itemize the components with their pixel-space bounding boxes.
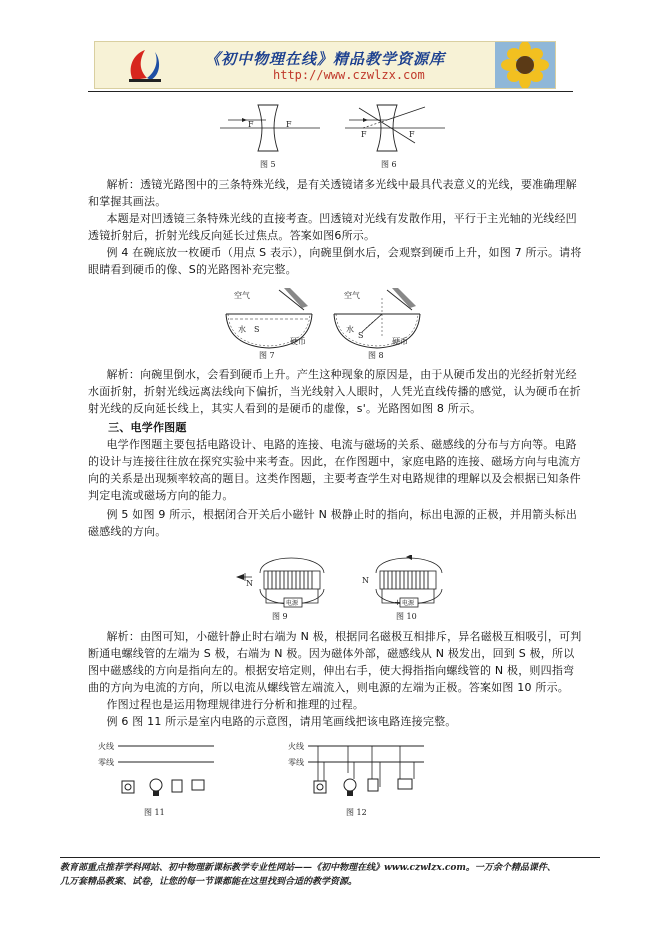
footer-line-2: 几万套精品教案、试卷，让您的每一节课都能在这里找到合适的教学资源。	[60, 877, 358, 887]
water-label-8: 水	[346, 325, 354, 334]
paragraph-8: 作图过程也是运用物理规律进行分析和推理的过程。	[106, 698, 365, 711]
n-label-9: N	[246, 579, 253, 588]
minus-label: -	[420, 598, 423, 607]
water-label: 水	[238, 325, 246, 334]
paragraph-7: 解析：由图可知，小磁针静止时右端为 N 极，根据同名磁极互相排斥，异名磁极互相吸引，可判断通电螺线管的左端为 S 极，右端为 N 极。因为磁体外部，磁感线从 N 极发出，回到 S 极，所以图中磁感线的方向是指向左的。根据安培定则，伸出右手，使大拇指指向螺线管的 N 极，则四指弯曲的方向为电流的方向，所以电流从螺线管左端流入，则电源的左端为正极。答案如图 10 所示。	[88, 630, 582, 694]
live-wire-label-12: 火线	[288, 742, 304, 751]
figure-8	[332, 288, 422, 360]
paragraph-9: 例 6 图 11 所示是室内电路的示意图，请用笔画线把该电路连接完整。	[106, 715, 457, 728]
figure-8-caption: 图 8	[368, 351, 384, 360]
power-label-10: 电源	[402, 600, 415, 607]
section-heading: 三、电学作图题	[108, 421, 187, 434]
plus-label: +	[394, 598, 401, 607]
paragraph-3: 例 4 在碗底放一枚硬币（用点 S 表示），向碗里倒水后，会观察到硬币上升，如图 7 所示。请将眼睛看到硬币的像、S的光路图补充完整。	[88, 246, 582, 276]
s-label: S	[254, 325, 260, 334]
logo-icon	[125, 46, 165, 84]
paragraph-5: 电学作图题主要包括电路设计、电路的连接、电流与磁场的关系、磁感线的分布与方向等。电路的设计与连接往往放在探究实验中来考查。因此，在作图题中，家庭电路的连接、磁场方向与电流方向的关系是出现频率较高的题目。这类作图题，主要考查学生对电路规律的理解以及会根据已知条件判定电流或磁场方向的能力。	[88, 438, 581, 502]
coin-label: 硬币	[290, 337, 306, 346]
paragraph-6: 例 5 如图 9 所示，根据闭合开关后小磁针 N 极静止时的指向，标出电源的正极，并用箭头标出磁感线的方向。	[88, 508, 578, 538]
focus-label-left: F	[248, 120, 254, 129]
coin-label-8: 硬币	[392, 337, 408, 346]
power-label-9: 电源	[286, 600, 299, 607]
figure-5	[220, 103, 320, 171]
header-banner	[94, 41, 556, 89]
figure-6	[345, 103, 445, 171]
figure-5-caption: 图 5	[260, 160, 276, 169]
figure-9-caption: 图 9	[272, 612, 288, 621]
figure-11-caption: 图 11	[144, 808, 165, 817]
figure-11	[98, 737, 218, 827]
figure-12	[288, 737, 428, 827]
footer-rule	[60, 857, 600, 858]
n-label-10: N	[362, 576, 369, 585]
air-label-8: 空气	[344, 291, 360, 300]
footer-line-1: 教育部重点推荐学科网站、初中物理新课标教学专业性网站——《初中物理在线》www.czwlzx.com。一万余个精品课件、	[60, 863, 556, 873]
figure-10-caption: 图 10	[396, 612, 417, 621]
paragraph-2: 本题是对凹透镜三条特殊光线的直接考查。凹透镜对光线有发散作用，平行于主光轴的光线经凹透镜折射后，折射光线反向延长过焦点。答案如图6所示。	[88, 212, 577, 242]
figure-7	[224, 288, 314, 360]
sunflower-icon	[495, 42, 555, 88]
focus-label-left-6: F	[361, 130, 367, 139]
air-label: 空气	[234, 291, 250, 300]
s-label-8: S	[358, 331, 364, 340]
paragraph-4: 解析：向碗里倒水，会看到硬币上升。产生这种现象的原因是，由于从硬币发出的光经折射光经水面折射，折射光线远离法线向下偏折，当光线射入人眼时，人凭光直线传播的感觉，认为硬币在折射光线的反向延长线上，其实人看到的是硬币的虚像，s'。光路图如图 8 所示。	[88, 368, 581, 415]
figure-6-caption: 图 6	[381, 160, 397, 169]
paragraph-1: 解析：透镜光路图中的三条特殊光线，是有关透镜诸多光线中最具代表意义的光线，要准确理解和掌握其画法。	[88, 178, 577, 208]
banner-title: 《初中物理在线》精品教学资源库	[205, 50, 446, 68]
neutral-wire-label: 零线	[98, 758, 114, 767]
figure-10	[356, 555, 461, 621]
banner-url[interactable]: http://www.czwlzx.com	[273, 68, 425, 82]
header-rule	[88, 91, 573, 92]
footer	[60, 861, 605, 889]
neutral-wire-label-12: 零线	[288, 758, 304, 767]
focus-label-right: F	[286, 120, 292, 129]
figure-9	[232, 555, 337, 621]
live-wire-label: 火线	[98, 742, 114, 751]
figure-12-caption: 图 12	[346, 808, 367, 817]
focus-label-right-6: F	[409, 130, 415, 139]
figure-7-caption: 图 7	[259, 351, 275, 360]
